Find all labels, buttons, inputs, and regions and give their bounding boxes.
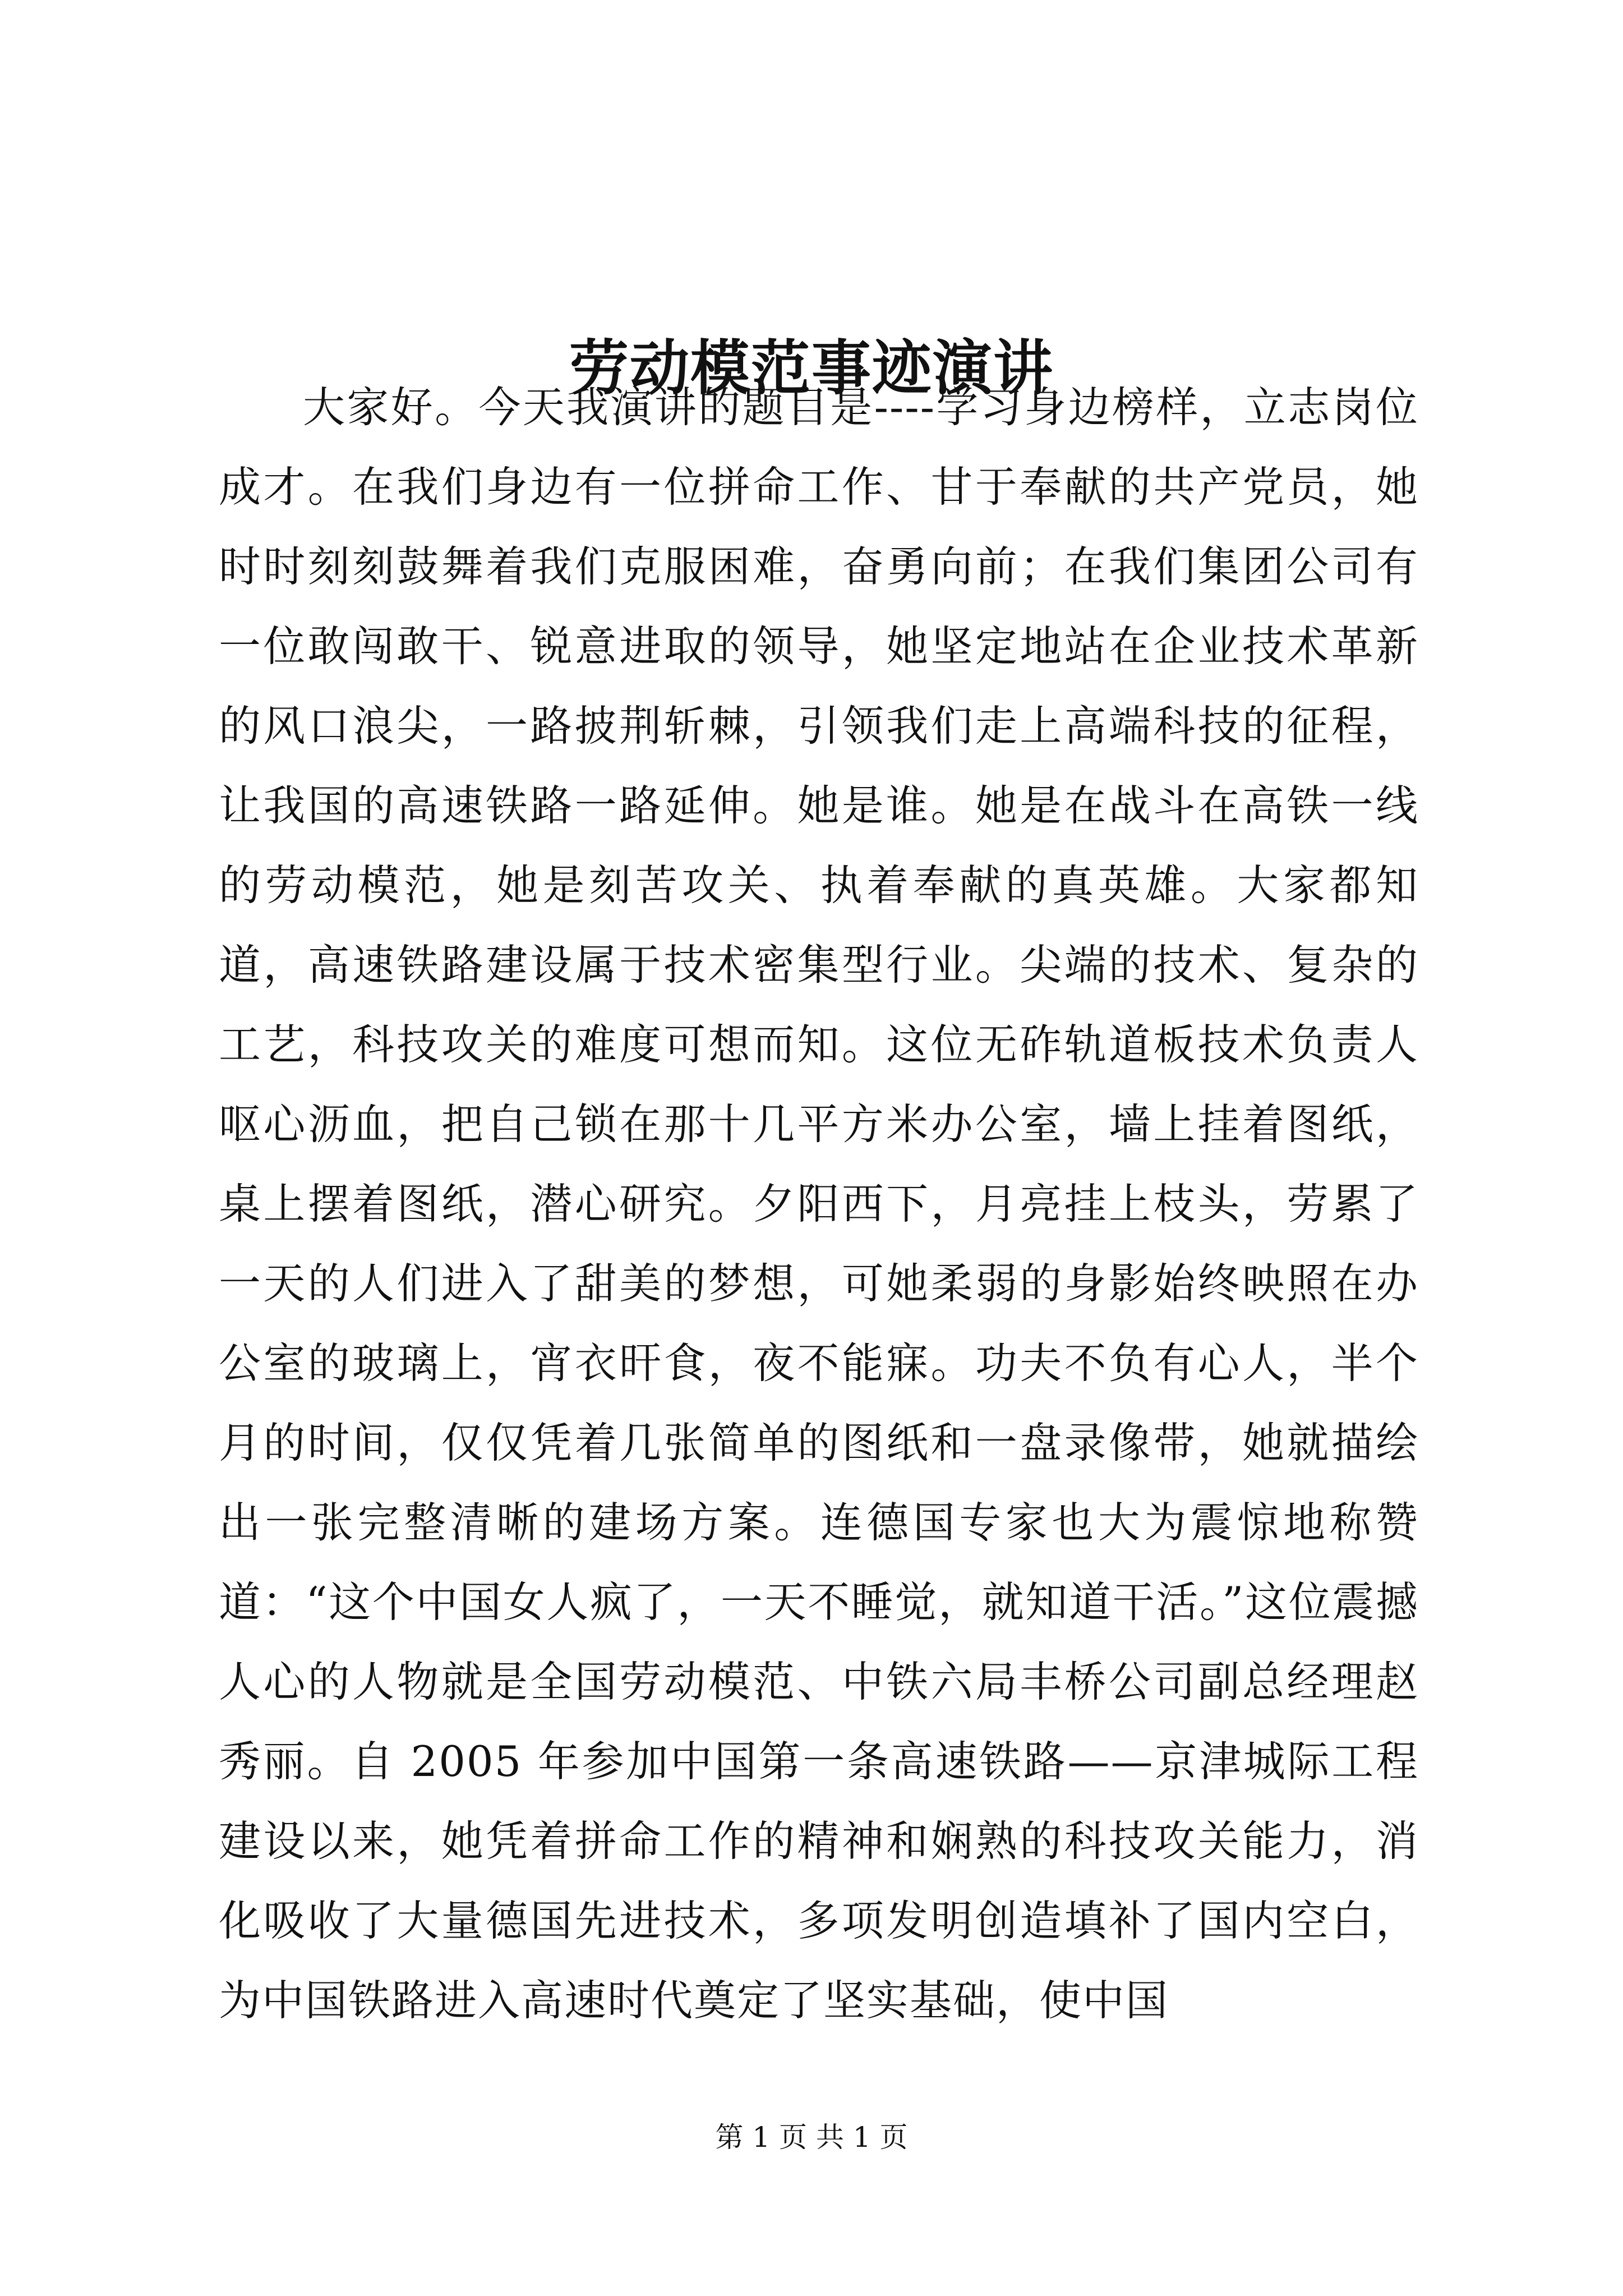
body-paragraph: 大家好。今天我演讲的题目是----学习身边榜样，立志岗位成才。在我们身边有一位拼命工作、甘于奉献的共产党员，她时时刻刻鼓舞着我们克服困难，奋勇向前；在我们集团公司有一位敢闯敢干、锐意进取的领导，她坚定地站在企业技术革新的风口浪尖，一路披荆斩棘，引领我们走上高端科技的征程，让我国的高速铁路一路延伸。她是谁。她是在战斗在高铁一线的劳动模范，她是刻苦攻关、执着奉献的真英雄。大家都知道，高速铁路建设属于技术密集型行业。尖端的技术、复杂的工艺，科技攻关的难度可想而知。这位无砟轨道板技术负责人呕心沥血，把自己锁在那十几平方米办公室，墙上挂着图纸，桌上摆着图纸，潜心研究。夕阳西下，月亮挂上枝头，劳累了一天的人们进入了甜美的梦想，可她柔弱的身影始终映照在办公室的玻璃上，宵衣旰食，夜不能寐。功夫不负有心人，半个月的时间，仅仅凭着几张简单的图纸和一盘录像带，她就描绘出一张完整清晰的建场方案。连德国专家也大为震惊地称赞道：“这个中国女人疯了，一天不睡觉，就知道干活。”这位震撼人心的人物就是全国劳动模范、中铁六局丰桥公司副总经理赵秀丽。自 2005 年参加中国第一条高速铁路——京津城际工程建设以来，她凭着拼命工作的精神和娴熟的科技攻关能力，消化吸收了大量德国先进技术，多项发明创造填补了国内空白，为中国铁路进入高速时代奠定了坚实基础，使中国: [219, 383, 1419, 2025]
document-title: 劳动模范事迹演讲: [569, 333, 1054, 403]
document-body: [219, 367, 1419, 2040]
page-footer: 第 1 页 共 1 页: [715, 2121, 908, 2154]
